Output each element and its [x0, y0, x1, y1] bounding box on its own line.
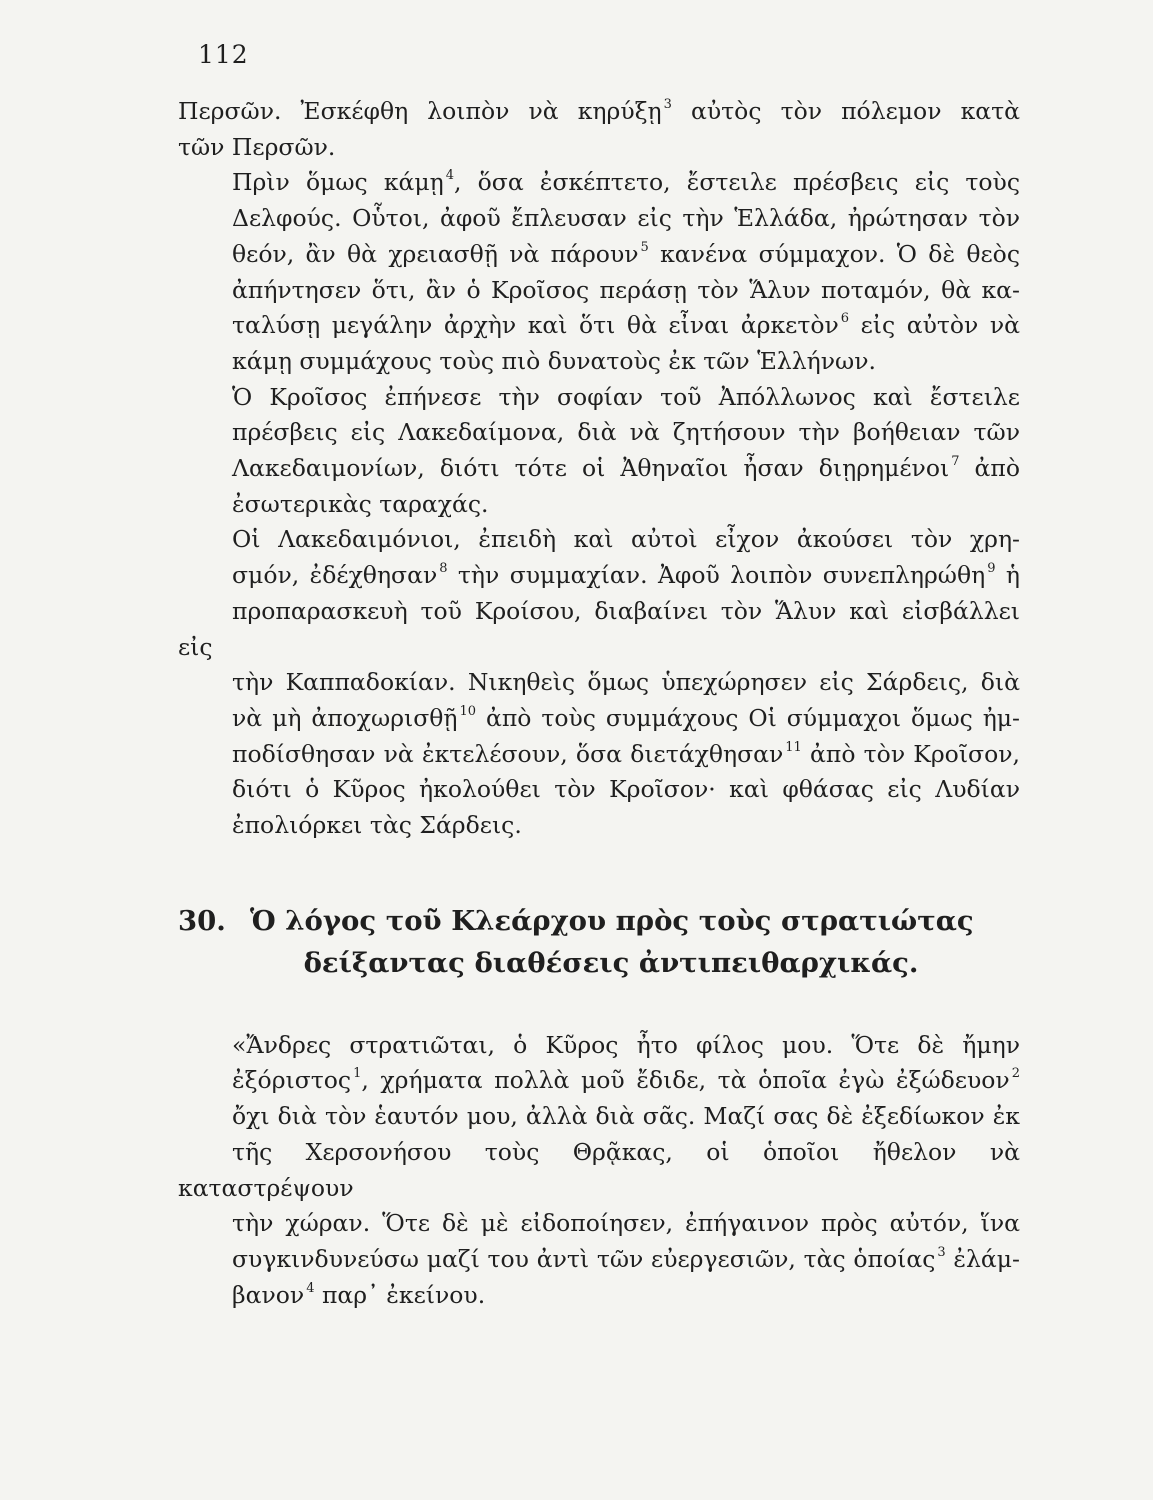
footnote-marker: 5: [640, 239, 649, 255]
text-segment: ὄχι διὰ τὸν ἑαυτόν μου, ἀλλὰ διὰ σᾶς. Μαζί σας δὲ ἐξεδίωκον ἐκ: [232, 1102, 1020, 1131]
text-segment: προπαρασκευὴ τοῦ Κροίσου, διαβαίνει τὸν Ἅλυν καὶ εἰσβάλλει εἰς: [178, 596, 1020, 661]
text-line: [178, 1063, 1020, 1099]
footnote-marker: 4: [306, 1280, 315, 1296]
text-segment: ἡ: [995, 561, 1020, 590]
text-line: [178, 237, 1020, 273]
paragraph: [178, 522, 1020, 843]
page-content: [178, 94, 1020, 1313]
text-line: [178, 451, 1020, 487]
text-segment: ποδίσθησαν νὰ ἐκτελέσουν, ὅσα διετάχθησαν: [232, 739, 784, 768]
text-segment: νὰ μὴ ἀποχωρισθῇ: [232, 703, 458, 732]
text-segment: αὐτὸς τὸν πόλεμον κατὰ: [671, 97, 1020, 125]
text-segment: ἐπολιόρκει τὰς Σάρδεις.: [232, 811, 522, 840]
paragraph: [178, 165, 1020, 379]
text-segment: τῆς Χερσονήσου τοὺς Θρᾷκας, οἱ ὁποῖοι ἤθελον νὰ καταστρέψουν: [178, 1137, 1020, 1202]
text-line: [178, 808, 1020, 844]
text-segment: Οἱ Λακεδαιμόνιοι, ἐπειδὴ καὶ αὐτοὶ εἶχον ἀκούσει τὸν χρη-: [232, 525, 1020, 554]
text-segment: , ὅσα ἐσκέπτετο, ἔστειλε πρέσβεις εἰς τοὺς: [454, 168, 1020, 197]
footnote-marker: 8: [439, 561, 448, 577]
footnote-marker: 6: [840, 311, 850, 327]
text-line: [178, 1278, 1020, 1314]
text-segment: τὴν χώραν. Ὅτε δὲ μὲ εἰδοποίησεν, ἐπήγαινον πρὸς αὐτόν, ἵνα: [232, 1209, 1020, 1238]
text-segment: Δελφούς. Οὗτοι, ἀφοῦ ἔπλευσαν εἰς τὴν Ἑλλάδα, ἠρώτησαν τὸν: [232, 204, 1020, 233]
text-line: [178, 1206, 1020, 1242]
chapter-number: 30.: [178, 904, 226, 937]
text-segment: ἀπήντησεν ὅτι, ἂν ὁ Κροῖσος περάσῃ τὸν Ἅλυν ποταμόν, θὰ κα-: [232, 275, 1020, 304]
text-segment: τῶν Περσῶν.: [178, 132, 336, 161]
text-line: [178, 701, 1020, 737]
text-segment: σμόν, ἐδέχθησαν: [232, 561, 438, 590]
footnote-marker: 2: [1011, 1066, 1020, 1082]
text-line: [178, 344, 1020, 380]
chapter-heading: [178, 900, 1020, 984]
text-line: [178, 594, 1020, 665]
text-segment: Λακεδαιμονίων, διότι τότε οἱ Ἀθηναῖοι ἦσαν διῃρημένοι: [232, 454, 950, 483]
text-line: [178, 130, 1020, 166]
text-line: [178, 737, 1020, 773]
text-segment: διότι ὁ Κῦρος ἠκολούθει τὸν Κροῖσον· καὶ φθάσας εἰς Λυδίαν: [232, 775, 1020, 804]
text-segment: πρέσβεις εἰς Λακεδαίμονα, διὰ νὰ ζητήσουν τὴν βοήθειαν τῶν: [232, 418, 1020, 447]
text-line: [178, 1099, 1020, 1135]
text-segment: παρ᾿ ἐκείνου.: [314, 1280, 486, 1309]
chapter-title-line-1: Ὁ λόγος τοῦ Κλεάρχου πρὸς τοὺς στρατιώτας: [250, 904, 974, 937]
text-segment: κάμῃ συμμάχους τοὺς πιὸ δυνατοὺς ἐκ τῶν Ἑλλήνων.: [232, 346, 876, 375]
footnote-marker: 3: [663, 97, 672, 112]
footnote-marker: 10: [459, 703, 477, 719]
paragraph: [178, 380, 1020, 523]
text-line: [178, 1242, 1020, 1278]
text-segment: ἀπὸ τὸν Κροῖσον,: [801, 739, 1020, 768]
text-segment: Περσῶν. Ἐσκέφθη λοιπὸν νὰ κηρύξῃ: [178, 97, 662, 125]
footnote-marker: 4: [445, 168, 455, 184]
narrative-section: [178, 94, 1020, 844]
text-line: [178, 201, 1020, 237]
paragraph: [178, 94, 1020, 165]
text-segment: Πρὶν ὅμως κάμῃ: [232, 168, 444, 197]
text-line: [178, 772, 1020, 808]
text-segment: θεόν, ἂν θὰ χρειασθῇ νὰ πάρουν: [232, 239, 639, 268]
text-segment: τὴν Καππαδοκίαν. Νικηθεὶς ὅμως ὑπεχώρησεν εἰς Σάρδεις, διὰ: [232, 668, 1020, 697]
text-line: [178, 308, 1020, 344]
chapter-title-line-2: δείξαντας διαθέσεις ἀντιπειθαρχικάς.: [303, 946, 919, 979]
text-segment: «Ἄνδρες στρατιῶται, ὁ Κῦρος ἦτο φίλος μου. Ὅτε δὲ ἤμην: [232, 1030, 1020, 1059]
speech-section: [178, 1028, 1020, 1314]
footnote-marker: 7: [951, 454, 960, 470]
text-segment: ἀπὸ: [959, 454, 1020, 483]
text-segment: Ὁ Κροῖσος ἐπήνεσε τὴν σοφίαν τοῦ Ἀπόλλωνος καὶ ἔστειλε: [232, 382, 1020, 411]
text-line: [178, 665, 1020, 701]
text-segment: ταλύσῃ μεγάλην ἀρχὴν καὶ ὅτι θὰ εἶναι ἀρκετὸν: [232, 311, 839, 340]
text-line: [178, 165, 1020, 201]
text-line: [178, 273, 1020, 309]
text-line: [178, 1028, 1020, 1064]
footnote-marker: 9: [987, 561, 996, 577]
paragraph: [178, 1028, 1020, 1314]
text-segment: ἐξόριστος: [232, 1066, 352, 1095]
text-line: [178, 94, 1020, 130]
page-number: 112: [198, 40, 249, 69]
text-segment: , χρήματα πολλὰ μοῦ ἔδιδε, τὰ ὁποῖα ἐγὼ ἐξώδευον: [361, 1066, 1010, 1095]
footnote-marker: 3: [937, 1244, 946, 1260]
text-line: [178, 1135, 1020, 1206]
text-line: [178, 522, 1020, 558]
text-segment: ἐσωτερικὰς ταραχάς.: [232, 489, 489, 518]
text-segment: ἀπὸ τοὺς συμμάχους Οἱ σύμμαχοι ὅμως ἠμ-: [476, 703, 1020, 732]
text-line: [178, 487, 1020, 523]
text-segment: βανον: [232, 1280, 305, 1309]
text-segment: συγκινδυνεύσω μαζί του ἀντὶ τῶν εὐεργεσιῶν, τὰς ὁποίας: [232, 1244, 936, 1273]
text-segment: ἐλάμ-: [945, 1244, 1020, 1273]
text-line: [178, 415, 1020, 451]
text-line: [178, 380, 1020, 416]
text-segment: εἰς αὐτὸν νὰ: [849, 311, 1020, 340]
footnote-marker: 1: [353, 1066, 362, 1082]
text-line: [178, 558, 1020, 594]
footnote-marker: 11: [785, 739, 802, 755]
text-segment: τὴν συμμαχίαν. Ἀφοῦ λοιπὸν συνεπληρώθη: [447, 561, 986, 590]
text-segment: κανένα σύμμαχον. Ὁ δὲ θεὸς: [648, 239, 1020, 268]
